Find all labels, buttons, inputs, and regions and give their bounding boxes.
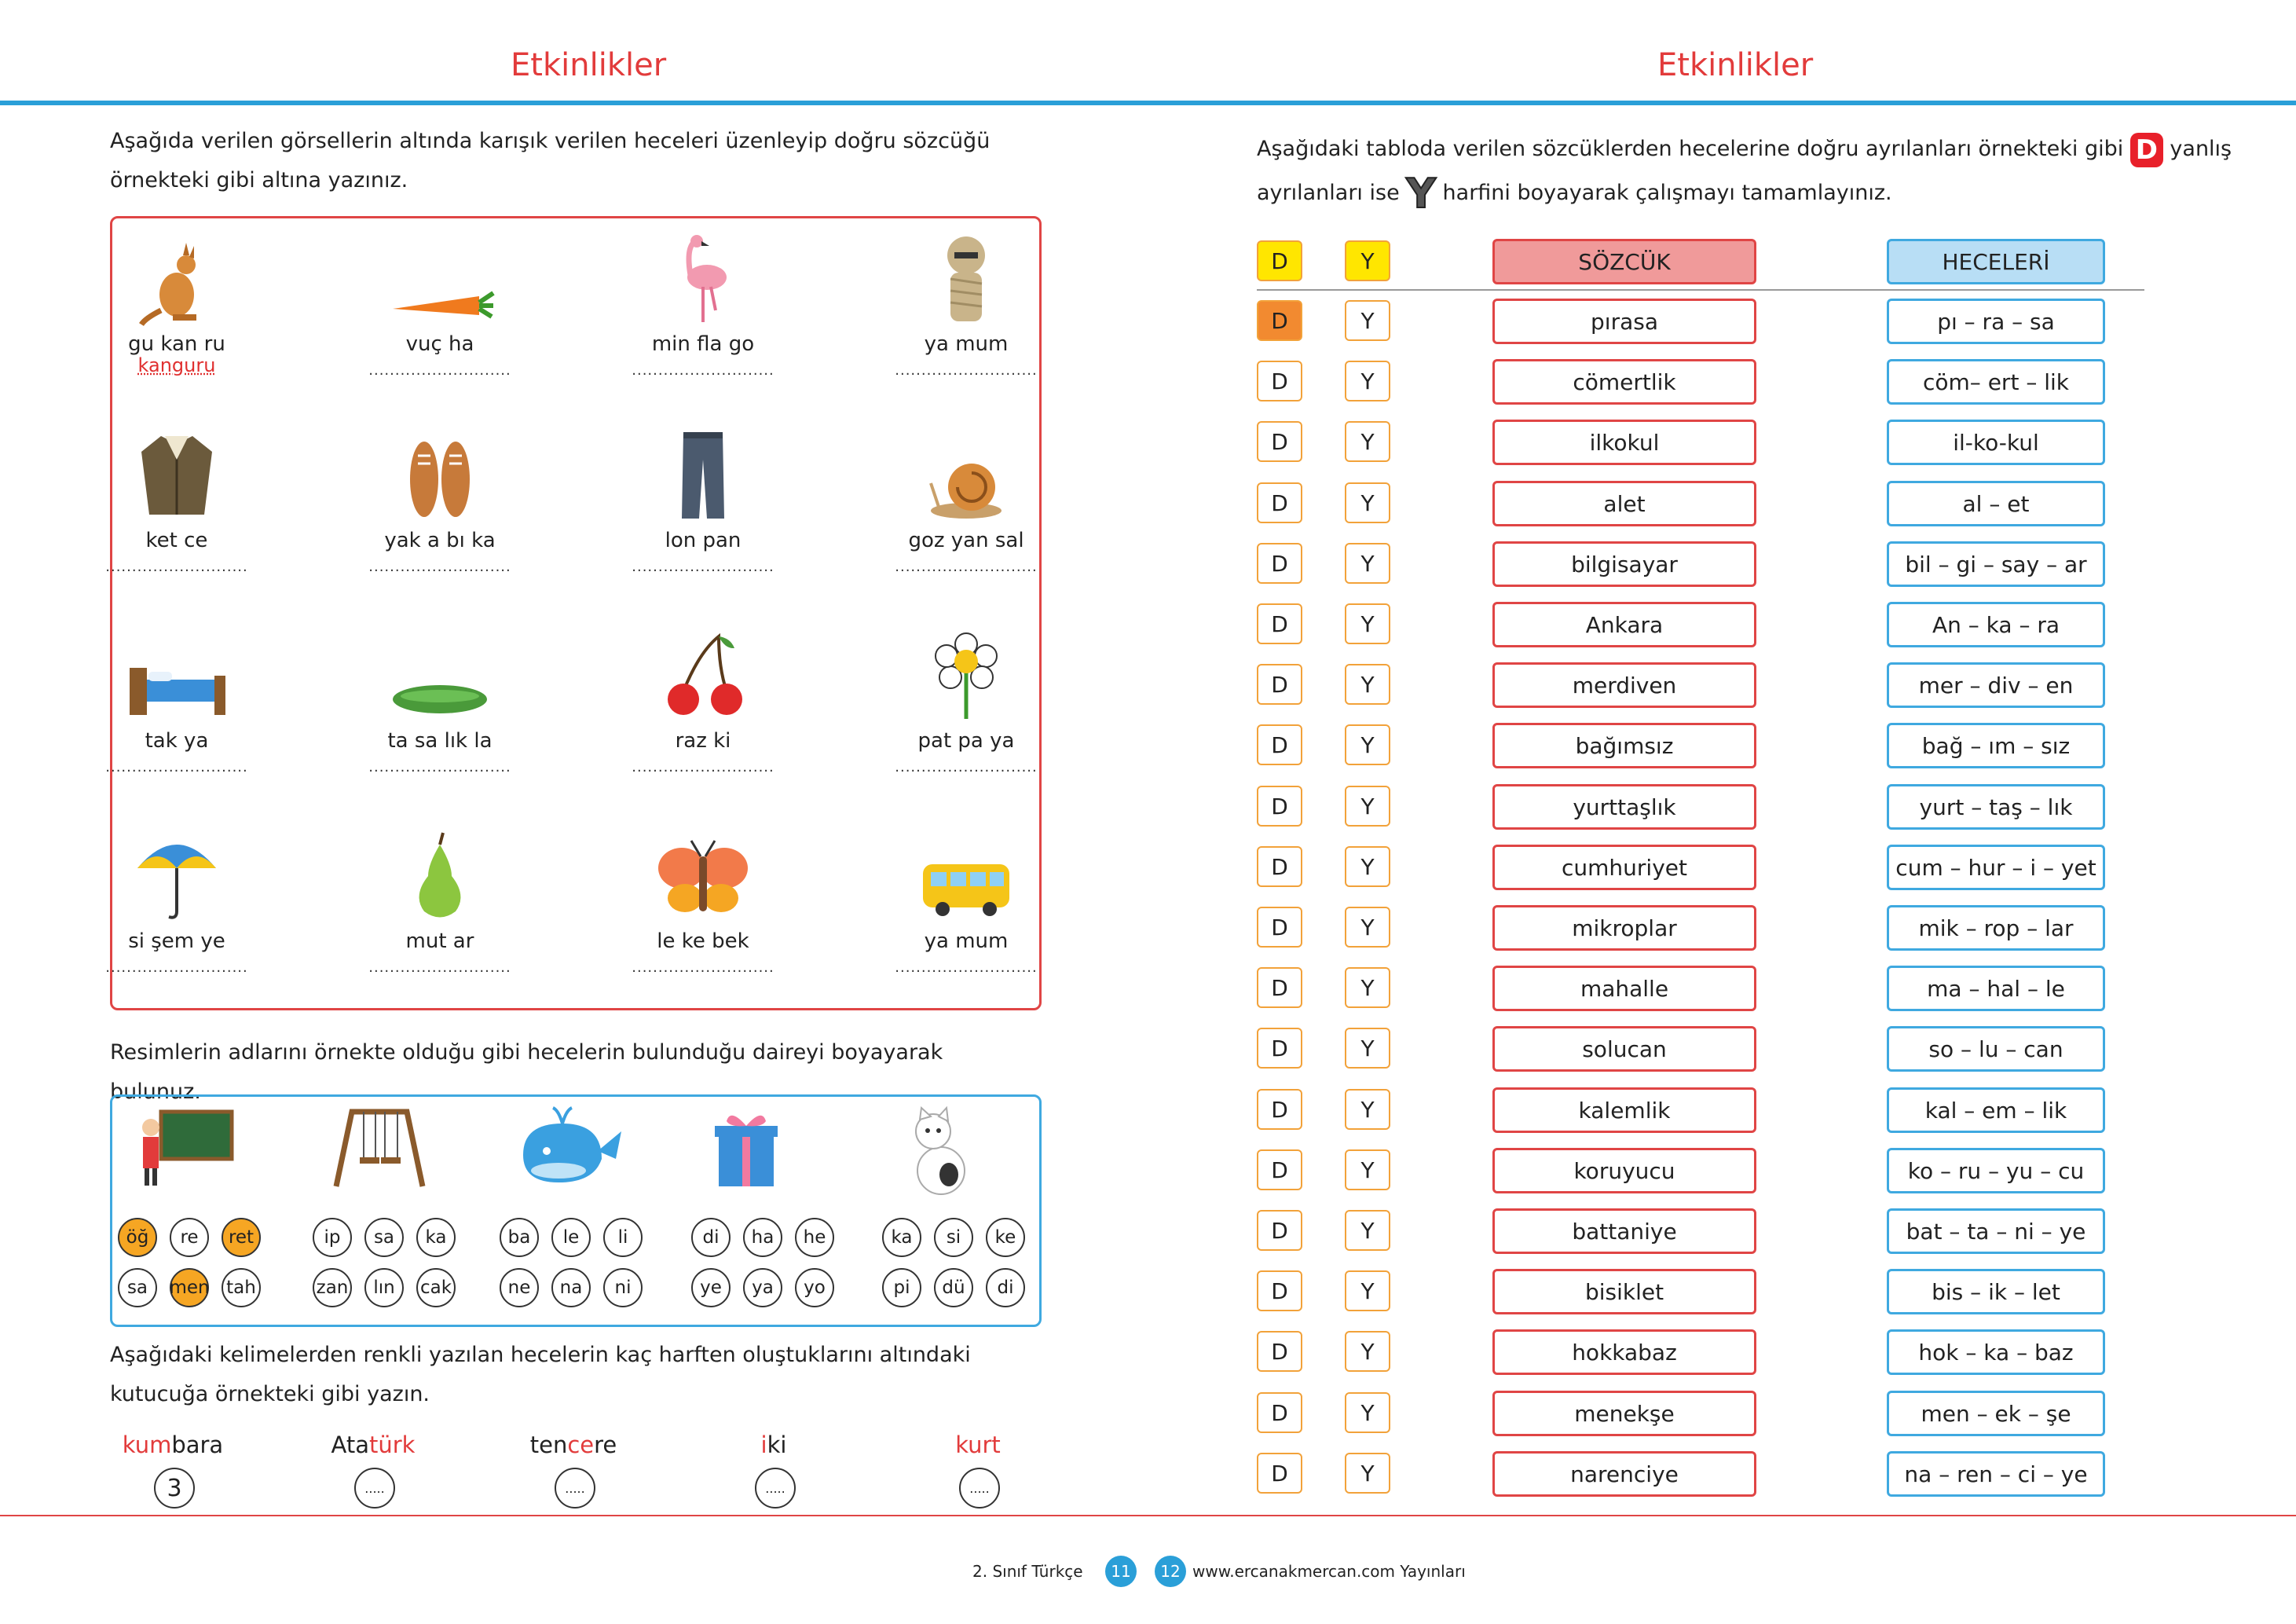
- syllable-circle[interactable]: ip: [313, 1218, 352, 1257]
- syllable-circle[interactable]: li: [603, 1218, 643, 1257]
- syllables-cell: ko – ru – yu – cu: [1887, 1148, 2105, 1193]
- instruction-3: Aşağıdaki kelimelerden renkli yazılan hecelerin kaç harften oluştuklarını altındaki kutucuğa örnekteki gibi yazın.: [110, 1343, 971, 1406]
- mummy-icon: [888, 232, 1045, 326]
- syllables-cell: so – lu – can: [1887, 1026, 2105, 1072]
- syllable-circle[interactable]: ret: [222, 1218, 261, 1257]
- picture-item: [624, 232, 782, 378]
- pear-icon: [361, 829, 518, 923]
- picture-item: [624, 629, 782, 775]
- syllable-circle[interactable]: re: [170, 1218, 209, 1257]
- syllables-cell: bil – gi – say – ar: [1887, 541, 2105, 587]
- syllables-cell: men – ek – şe: [1887, 1391, 2105, 1436]
- choice-d[interactable]: D: [1257, 543, 1302, 584]
- word-cell: alet: [1492, 481, 1756, 526]
- picture-item: [98, 829, 255, 975]
- picture-syllables: vuç ha: [405, 332, 474, 356]
- picture-answer-line[interactable]: ...........................: [632, 559, 774, 575]
- choice-d[interactable]: D: [1257, 421, 1302, 462]
- syllables-cell: bis – ik – let: [1887, 1269, 2105, 1314]
- syllable-circle[interactable]: yo: [795, 1268, 834, 1307]
- letter-count-box[interactable]: 3: [154, 1468, 195, 1509]
- instruction-1: Aşağıda verilen görsellerin altında karışık verilen heceleri üzenleyip doğru sözcüğü örnekteki gibi altına yazınız.: [110, 129, 991, 192]
- syllable-circle[interactable]: ke: [986, 1218, 1025, 1257]
- choice-d[interactable]: D: [1257, 1453, 1302, 1494]
- letter-count-box[interactable]: .....: [555, 1468, 595, 1509]
- letter-count-box[interactable]: .....: [755, 1468, 796, 1509]
- right-header-line: [1147, 101, 2296, 105]
- letter-count-box[interactable]: .....: [959, 1468, 1000, 1509]
- word-cell: kalemlik: [1492, 1087, 1756, 1133]
- syllables-cell: mer – div – en: [1887, 662, 2105, 708]
- choice-d[interactable]: D: [1257, 300, 1302, 341]
- choice-y[interactable]: Y: [1345, 1089, 1390, 1130]
- choice-d[interactable]: D: [1257, 907, 1302, 948]
- word-cell: bağımsız: [1492, 723, 1756, 768]
- picture-item: [888, 428, 1045, 574]
- syllable-circle[interactable]: öğ: [118, 1218, 157, 1257]
- choice-y[interactable]: Y: [1345, 1149, 1390, 1190]
- syllables-cell: il-ko-kul: [1887, 420, 2105, 465]
- syllable-circle[interactable]: ya: [743, 1268, 782, 1307]
- word-pre: ten: [529, 1432, 568, 1458]
- picture-syllables: gu kan ru: [128, 332, 225, 356]
- picture-syllables: pat pa ya: [917, 729, 1015, 753]
- choice-d[interactable]: D: [1257, 724, 1302, 765]
- syllables-cell: na – ren – ci – ye: [1887, 1451, 2105, 1497]
- carrot-icon: [361, 232, 518, 326]
- picture-answer-line[interactable]: ...........................: [632, 759, 774, 775]
- swing-icon: [328, 1104, 430, 1193]
- header-word: SÖZCÜK: [1492, 239, 1756, 284]
- word-cell: mahalle: [1492, 966, 1756, 1011]
- choice-d[interactable]: D: [1257, 967, 1302, 1008]
- syllable-circle[interactable]: lın: [364, 1268, 404, 1307]
- snail-icon: [888, 428, 1045, 522]
- word-cell: battaniye: [1492, 1208, 1756, 1254]
- syllable-circle[interactable]: di: [691, 1218, 731, 1257]
- word-red: ce: [567, 1432, 595, 1458]
- word-cell: menekşe: [1492, 1391, 1756, 1436]
- word-pre: Ata: [331, 1432, 369, 1458]
- word-cell: solucan: [1492, 1026, 1756, 1072]
- picture-syllables: raz ki: [675, 729, 731, 753]
- right-page-title: Etkinlikler: [1657, 47, 1814, 83]
- picture-answer-line[interactable]: ...........................: [895, 362, 1038, 379]
- picture-item: [888, 829, 1045, 975]
- choice-y[interactable]: Y: [1345, 421, 1390, 462]
- syllable-circle[interactable]: tah: [222, 1268, 261, 1307]
- whale-icon: [515, 1104, 625, 1193]
- word-cell: narenciye: [1492, 1451, 1756, 1497]
- shoes-icon: [361, 428, 518, 522]
- word-post: re: [594, 1432, 617, 1458]
- picture-item: [888, 232, 1045, 378]
- syllables-cell: bat – ta – ni – ye: [1887, 1208, 2105, 1254]
- picture-answer-line[interactable]: ...........................: [895, 959, 1038, 976]
- syllable-circle[interactable]: pi: [882, 1268, 921, 1307]
- syllables-cell: bağ – ım – sız: [1887, 723, 2105, 768]
- page-number-right: 12: [1155, 1556, 1186, 1587]
- syllables-cell: ma – hal – le: [1887, 966, 2105, 1011]
- choice-d[interactable]: D: [1257, 1028, 1302, 1069]
- word-cell: cumhuriyet: [1492, 845, 1756, 890]
- picture-item: [361, 829, 518, 975]
- badge-d: D: [2130, 133, 2163, 167]
- word-red: kum: [122, 1432, 172, 1458]
- instruction-right-c: ayrılanları ise: [1257, 181, 1400, 205]
- jacket-icon: [98, 428, 255, 522]
- syllables-cell: kal – em – lik: [1887, 1087, 2105, 1133]
- syllable-circle[interactable]: cak: [416, 1268, 456, 1307]
- picture-syllables: tak ya: [145, 729, 209, 753]
- colored-word: [511, 1432, 636, 1458]
- picture-item: [624, 428, 782, 574]
- instruction-right-a: Aşağıdaki tabloda verilen sözcüklerden hecelerine doğru ayrılanları örnekteki gibi: [1257, 137, 2124, 161]
- choice-d[interactable]: D: [1257, 482, 1302, 523]
- bus-icon: [888, 829, 1045, 923]
- colored-word: [915, 1432, 1041, 1458]
- picture-item: [98, 428, 255, 574]
- syllables-cell: An – ka – ra: [1887, 602, 2105, 647]
- choice-y[interactable]: Y: [1345, 664, 1390, 705]
- picture-answer-line[interactable]: ...........................: [895, 759, 1038, 775]
- syllables-cell: al – et: [1887, 481, 2105, 526]
- choice-y[interactable]: Y: [1345, 724, 1390, 765]
- picture-syllables: lon pan: [665, 529, 742, 552]
- picture-item: [361, 232, 518, 378]
- choice-d[interactable]: D: [1257, 1331, 1302, 1372]
- word-cell: yurttaşlık: [1492, 784, 1756, 830]
- bed-icon: [98, 629, 255, 723]
- gift-icon: [707, 1104, 785, 1193]
- word-cell: hokkabaz: [1492, 1329, 1756, 1375]
- syllable-circle[interactable]: men: [170, 1268, 209, 1307]
- footer-right-text: www.ercanakmercan.com Yayınları: [1192, 1562, 1466, 1581]
- choice-y[interactable]: Y: [1345, 300, 1390, 341]
- syllable-circle[interactable]: ye: [691, 1268, 731, 1307]
- choice-d[interactable]: D: [1257, 1210, 1302, 1251]
- choice-d[interactable]: D: [1257, 1089, 1302, 1130]
- choice-y[interactable]: Y: [1345, 1210, 1390, 1251]
- instruction-right-d: harfini boyayarak çalışmayı tamamlayınız.: [1442, 181, 1892, 205]
- choice-y[interactable]: Y: [1345, 482, 1390, 523]
- picture-answer-line[interactable]: ...........................: [105, 559, 248, 575]
- teacher-icon: [134, 1104, 236, 1193]
- butterfly-icon: [624, 829, 782, 923]
- letter-count-box[interactable]: .....: [354, 1468, 395, 1509]
- picture-answer-line[interactable]: ...........................: [895, 559, 1038, 575]
- header-y: Y: [1345, 240, 1390, 281]
- syllable-circle[interactable]: na: [551, 1268, 591, 1307]
- picture-answer[interactable]: kanguru: [137, 354, 216, 376]
- footer-left-text: 2. Sınıf Türkçe: [972, 1562, 1083, 1581]
- left-page-title: Etkinlikler: [511, 47, 667, 83]
- left-header-line: [0, 101, 1147, 105]
- picture-syllables: ket ce: [145, 529, 208, 552]
- choice-y[interactable]: Y: [1345, 361, 1390, 401]
- choice-d[interactable]: D: [1257, 603, 1302, 644]
- choice-y[interactable]: Y: [1345, 967, 1390, 1008]
- picture-answer-line[interactable]: ...........................: [368, 759, 511, 775]
- syllable-circle[interactable]: si: [934, 1218, 973, 1257]
- picture-item: [361, 428, 518, 574]
- picture-answer-line[interactable]: ...........................: [632, 362, 774, 379]
- syllable-circle[interactable]: ka: [882, 1218, 921, 1257]
- choice-y[interactable]: Y: [1345, 1331, 1390, 1372]
- syllables-cell: cöm– ert – lik: [1887, 359, 2105, 405]
- header-syllables: HECELERİ: [1887, 239, 2105, 284]
- picture-item: [888, 629, 1045, 775]
- flamingo-icon: [624, 232, 782, 326]
- picture-syllables: yak a bı ka: [384, 529, 496, 552]
- syllables-cell: cum – hur – i – yet: [1887, 845, 2105, 890]
- word-post: ki: [767, 1432, 787, 1458]
- word-red: kurt: [955, 1432, 1001, 1458]
- choice-d[interactable]: D: [1257, 1392, 1302, 1433]
- colored-word: [711, 1432, 837, 1458]
- choice-y[interactable]: Y: [1345, 1028, 1390, 1069]
- syllables-cell: yurt – taş – lık: [1887, 784, 2105, 830]
- umbrella-icon: [98, 829, 255, 923]
- choice-y[interactable]: Y: [1345, 907, 1390, 948]
- picture-syllables: ya mum: [924, 929, 1009, 953]
- syllable-circle[interactable]: le: [551, 1218, 591, 1257]
- picture-answer-line[interactable]: ...........................: [368, 959, 511, 976]
- page-number-left: 11: [1105, 1556, 1137, 1587]
- footer-line: [0, 1515, 2296, 1516]
- picture-syllables: si şem ye: [128, 929, 225, 953]
- picture-syllables: goz yan sal: [908, 529, 1024, 552]
- picture-answer-line[interactable]: ...........................: [368, 362, 511, 379]
- choice-d[interactable]: D: [1257, 664, 1302, 705]
- syllable-circle[interactable]: dü: [934, 1268, 973, 1307]
- syllable-circle[interactable]: di: [986, 1268, 1025, 1307]
- syllable-circle[interactable]: sa: [364, 1218, 404, 1257]
- header-underline: [1257, 289, 2144, 291]
- header-d: D: [1257, 240, 1302, 281]
- colored-word: [310, 1432, 436, 1458]
- picture-syllables: min fla go: [651, 332, 755, 356]
- cherry-icon: [624, 629, 782, 723]
- word-cell: koruyucu: [1492, 1148, 1756, 1193]
- choice-d[interactable]: D: [1257, 786, 1302, 827]
- word-cell: merdiven: [1492, 662, 1756, 708]
- picture-syllables: le ke bek: [657, 929, 749, 953]
- word-cell: pırasa: [1492, 299, 1756, 344]
- word-cell: Ankara: [1492, 602, 1756, 647]
- picture-item: [361, 629, 518, 775]
- kangaroo-icon: [98, 232, 255, 326]
- picture-item: [98, 232, 255, 375]
- choice-y[interactable]: Y: [1345, 846, 1390, 887]
- instruction-right-b: yanlış: [2170, 137, 2232, 161]
- syllable-circle[interactable]: ba: [500, 1218, 539, 1257]
- trousers-icon: [624, 428, 782, 522]
- choice-d[interactable]: D: [1257, 1149, 1302, 1190]
- word-red: türk: [369, 1432, 416, 1458]
- syllable-circle[interactable]: ha: [743, 1218, 782, 1257]
- word-red: i: [760, 1432, 767, 1458]
- choice-y[interactable]: Y: [1345, 1270, 1390, 1311]
- flower-icon: [888, 629, 1045, 723]
- choice-y[interactable]: Y: [1345, 786, 1390, 827]
- choice-y[interactable]: Y: [1345, 1453, 1390, 1494]
- cucumber-icon: [361, 629, 518, 723]
- picture-item: [624, 829, 782, 975]
- instruction-2: Resimlerin adlarını örnekte olduğu gibi hecelerin bulunduğu daireyi boyayarak bulunuz.: [110, 1040, 943, 1104]
- choice-y[interactable]: Y: [1345, 1392, 1390, 1433]
- picture-syllables: ya mum: [924, 332, 1009, 356]
- syllables-cell: hok – ka – baz: [1887, 1329, 2105, 1375]
- badge-y: Y: [1406, 170, 1436, 218]
- instruction-right: [1257, 127, 2278, 216]
- choice-y[interactable]: Y: [1345, 543, 1390, 584]
- word-cell: ilkokul: [1492, 420, 1756, 465]
- word-cell: cömertlik: [1492, 359, 1756, 405]
- syllables-cell: pı – ra – sa: [1887, 299, 2105, 344]
- picture-syllables: mut ar: [405, 929, 474, 953]
- colored-word: [110, 1432, 236, 1458]
- choice-y[interactable]: Y: [1345, 603, 1390, 644]
- word-cell: mikroplar: [1492, 905, 1756, 951]
- choice-d[interactable]: D: [1257, 361, 1302, 401]
- syllable-circle[interactable]: zan: [313, 1268, 352, 1307]
- picture-syllables: ta sa lık la: [387, 729, 493, 753]
- picture-answer-line[interactable]: ...........................: [368, 559, 511, 575]
- picture-answer-line[interactable]: ...........................: [105, 759, 248, 775]
- word-cell: bilgisayar: [1492, 541, 1756, 587]
- picture-answer-line[interactable]: ...........................: [632, 959, 774, 976]
- word-post: bara: [171, 1432, 224, 1458]
- syllable-circle[interactable]: he: [795, 1218, 834, 1257]
- cat-icon: [898, 1104, 984, 1201]
- choice-d[interactable]: D: [1257, 1270, 1302, 1311]
- syllables-cell: mik – rop – lar: [1887, 905, 2105, 951]
- syllable-circle[interactable]: ni: [603, 1268, 643, 1307]
- word-cell: bisiklet: [1492, 1269, 1756, 1314]
- syllable-circle[interactable]: ne: [500, 1268, 539, 1307]
- picture-item: [98, 629, 255, 775]
- picture-answer-line[interactable]: ...........................: [105, 959, 248, 976]
- syllable-circle[interactable]: ka: [416, 1218, 456, 1257]
- syllable-circle[interactable]: sa: [118, 1268, 157, 1307]
- choice-d[interactable]: D: [1257, 846, 1302, 887]
